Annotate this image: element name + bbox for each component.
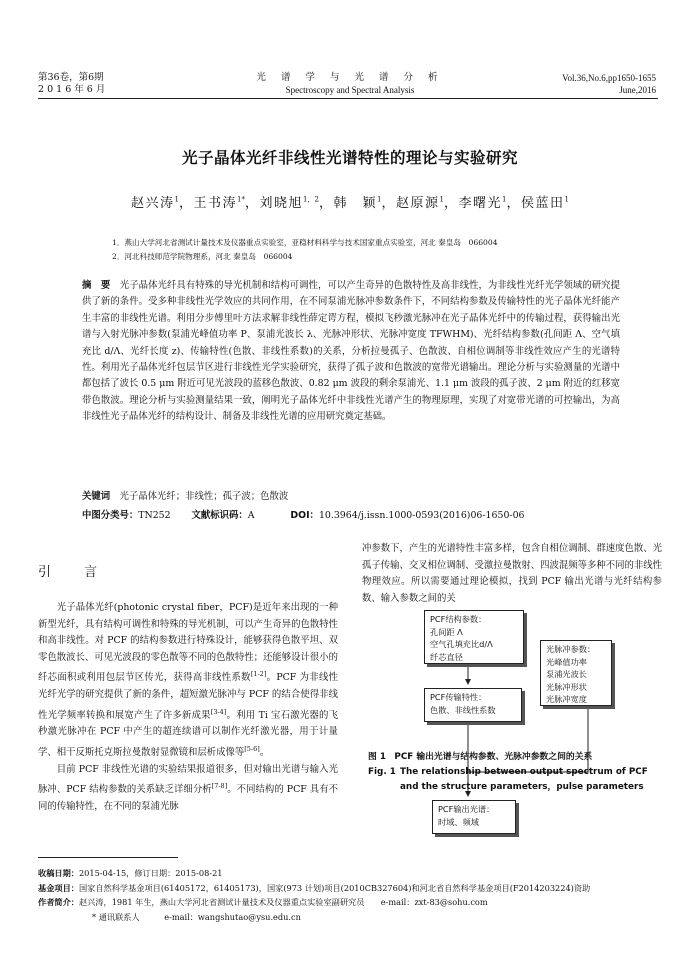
abstract-text: 光子晶体光纤具有特殊的导光机制和结构可调性，可以产生奇异的色散特性及高非线性，为非线性光纤光学领域的研究提供了新的条件。受多种非线性光学效应的共同作用，在不同泵浦光脉冲参数条件下，不同结构参数及传输特性的光子晶体光纤能产生丰富的非线性光谱。利用分步傅里叶方法求解非线性薛定谔方程，模拟飞秒激光脉冲在光子晶体光纤中的传输过程，获得输出光谱与入射光脉冲参数(泵浦光峰值功率 P、泵浦光波长 λ、光脉冲形状、光脉冲宽度 TFWHM)、光纤结构参数(孔间距 Λ、空气填充比 d/Λ、光纤长度 z)、传输特性(色散、非线性系数)的关系，分析拉曼孤子、色散波、自相位调制等非线性效应产生的光谱特性。利用光子晶体光纤包层节区进行非线性光学实验研究，获得了孤子波和色散波的宽带光谱输出。理论分析与实验测量的光谱中都包括了波长 0.5 μm 附近可见光波段的蓝移色散波、0.82 μm 波段的剩余泵浦光、1.1 μm 波段的孤子波、2 μm 附近的红移宽带色散波。理论分析与实验测量结果一致，阐明光子晶体光纤中非线性光谱产生的物理原理，实现了对宽带光谱的可控输出，为高非线性光子晶体光纤的结构设计、制备及非线性光谱的应用研究奠定基础。: [82, 280, 620, 423]
date-en: June,2016: [619, 85, 656, 95]
author: 赵兴涛$^1$: [131, 195, 180, 211]
output-spectrum-box: PCF输出光谱： 时域、频域: [432, 800, 516, 834]
transmission-box: PCF传输特性： 色散、非线性系数: [424, 688, 522, 722]
paragraph: 光子晶体光纤(photonic crystal fiber，PCF)是近年来出现的一种新型光纤，具有结构可调性和特殊的导光机制，可以产生奇异的色散特性和高非线性。对 PCF 的结构参数进行特殊设计，能够获得色散平坦、双零色散波长、可见光波段的零色散等不同的色散特性；还能够设计很小的纤芯面积或利用包层节区传光，获得高非线性系数[1-2]。PCF 为非线性光纤光学的研究提供了新的条件，超短激光脉冲与 PCF 的结合使得非线性光学频率转换和展宽产生了许多新成果[3-4]。利用 Ti 宝石激光器的飞秒激光脉冲在 PCF 中产生的超连续谱可以制作光纤激光器，用于计量学、相干反斯托克斯拉曼散射显微镜和层析成像等[5-6]。: [38, 602, 339, 759]
clc-value: TN252: [138, 510, 171, 521]
funding: 基金项目： 国家自然科学基金项目(61405172，61405173)，国家(973 计划)项目(2010CB327604)和河北省自然科学基金项目(F2014203224)资助: [38, 882, 591, 893]
keywords-text: 光子晶体光纤；非线性；孤子波；色散波: [119, 491, 289, 502]
citation: [1-2]: [250, 670, 267, 679]
author: 李曙光$^1$: [458, 195, 507, 211]
author: 赵原源$^1$: [395, 195, 444, 211]
affiliation-2: 2．河北科技师范学院物理系，河北 秦皇岛 066004: [112, 252, 293, 261]
doc-code-label: 文献标识码：: [191, 510, 248, 521]
volume-en: Vol.36,No.6,pp1650-1655: [562, 73, 656, 83]
figure-caption: [368, 750, 664, 795]
section-title: 引 言: [38, 565, 108, 580]
author-list: 赵兴涛$^1$，王书涛$^{1*}$，刘晓旭$^{1,2}$，韩 颖$^1$，赵原源$^1$，李曙光$^1$，侯蓝田$^1$: [131, 195, 569, 211]
author: 刘晓旭$^{1,2}$: [259, 195, 319, 211]
author: 韩 颖$^1$: [333, 195, 382, 211]
doi-value: 10.3964/j.issn.1000-0593(2016)06-1650-06: [318, 510, 525, 521]
pulse-params-box: 光脉冲参数： 光峰值功率 泵浦光波长 光脉冲形状 光脉冲宽度: [540, 640, 612, 706]
author: 王书涛$^{1*}$: [193, 195, 246, 211]
author-bio: 作者简介：赵兴涛，1981 年生，燕山大学河北省测试计量技术及仪器重点实验室副研究员 e-mail：zxt-83@sohu.com: [38, 897, 488, 908]
abstract-label: 摘 要: [82, 280, 111, 291]
author: 侯蓝田$^1$: [520, 195, 569, 211]
footnote-rule: [38, 857, 178, 858]
clc-label: 中图分类号：: [82, 510, 139, 521]
received-dates: 收稿日期：2015-04-15，修订日期：2015-08-21: [38, 868, 223, 878]
caption-en: Fig. 1 The relationship between output spectrum of PCF and the structure parameters，pulse parameters: [368, 767, 648, 792]
footnotes: [38, 866, 664, 924]
date-cn: 2 0 1 6 年 6 月: [38, 84, 106, 95]
struct-params-box: PCF结构参数： 孔间距 Λ 空气孔填充比d/Λ 纤芯直径: [424, 610, 524, 664]
corresponding-author: * 通讯联系人 e-mail：wangshutao@ysu.edu.cn: [92, 911, 301, 922]
volume-cn: 第36卷，第6期: [38, 72, 104, 83]
citation: [7-8]: [211, 782, 228, 791]
paragraph: 冲参数下，产生的光谱特性丰富多样，包含自相位调制、群速度色散、光孤子传输、交叉相位调制、受激拉曼散射、四波混频等多种不同的非线性物理效应。所以需要通过理论模拟，找到 PCF 输出光谱与光纤结构参数、输入参数之间的关: [362, 543, 663, 604]
affiliation-1: 1．燕山大学河北省测试计量技术及仪器重点实验室，亚稳材料科学与技术国家重点实验室，河北 秦皇岛 066004: [112, 238, 498, 247]
paper-title: 光子晶体光纤非线性光谱特性的理论与实验研究: [181, 149, 518, 167]
paragraph: 目前 PCF 非线性光谱的实验结果报道很多，但对输出光谱与输入光脉冲、PCF 结构参数的关系缺乏详细分析[7-8]。不同结构的 PCF 具有不同的传输特性，在不同的泵浦光脉: [38, 763, 338, 813]
citation: [5-6]: [244, 745, 260, 753]
citation: [3-4]: [210, 707, 227, 716]
journal-name-en: Spectroscopy and Spectral Analysis: [285, 85, 415, 95]
doc-code-value: A: [247, 510, 255, 521]
doi-label: DOI：: [290, 510, 319, 521]
journal-name-cn: 光 谱 学 与 光 谱 分 析: [256, 72, 444, 83]
caption-cn: 图 1 PCF 输出光谱与结构参数、光脉冲参数之间的关系: [368, 752, 593, 762]
keywords-label: 关键词: [82, 491, 111, 502]
